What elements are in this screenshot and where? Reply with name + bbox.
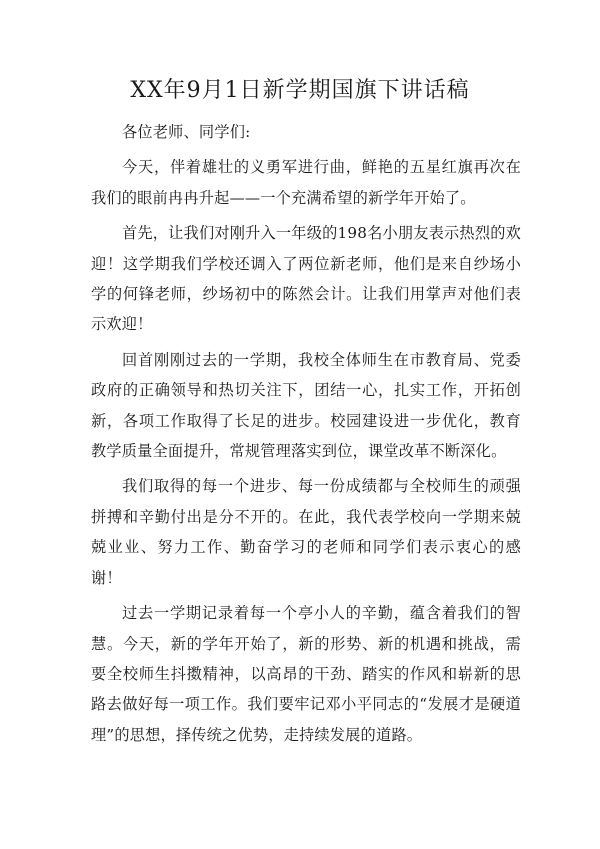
paragraph-1: 今天，伴着雄壮的义勇军进行曲，鲜艳的五星红旗再次在我们的眼前冉冉升起——一个充满希望的新学年开始了。 [91, 158, 521, 207]
paragraph-3: 回首刚刚过去的一学期，我校全体师生在市教育局、党委政府的正确领导和热切关注下，团结一心，扎实工作，开拓创新，各项工作取得了长足的进步。校园建设进一步优化，教育教学质量全面提升，常规管理落实到位，课堂改革不断深化。 [91, 350, 521, 461]
paragraph-4: 我们取得的每一个进步、每一份成绩都与全校师生的顽强拼搏和辛勤付出是分不开的。在此，我代表学校向一学期来兢兢业业、努力工作、勤奋学习的老师和同学们表示衷心的感谢！ [91, 477, 521, 587]
document-title: XX年9月1日新学期国旗下讲话稿 [130, 78, 470, 103]
document-body [91, 117, 521, 750]
salutation: 各位老师、同学们: [122, 123, 251, 141]
paragraph-2: 首先，让我们对刚升入一年级的198名小朋友表示热烈的欢迎！这学期我们学校还调入了两位新老师，他们是来自纱场小学的何锋老师，纱场初中的陈然会计。让我们用掌声对他们表示欢迎！ [91, 224, 521, 334]
paragraph-5: 过去一学期记录着每一个亭小人的辛勤，蕴含着我们的智慧。今天，新的学年开始了，新的形势、新的机遇和挑战，需要全校师生抖擞精神，以高昂的干劲、踏实的作风和崭新的思路去做好每一项工作。我们要牢记邓小平同志的“发展才是硬道理”的思想，择传统之优势，走持续发展的道路。 [91, 604, 521, 744]
